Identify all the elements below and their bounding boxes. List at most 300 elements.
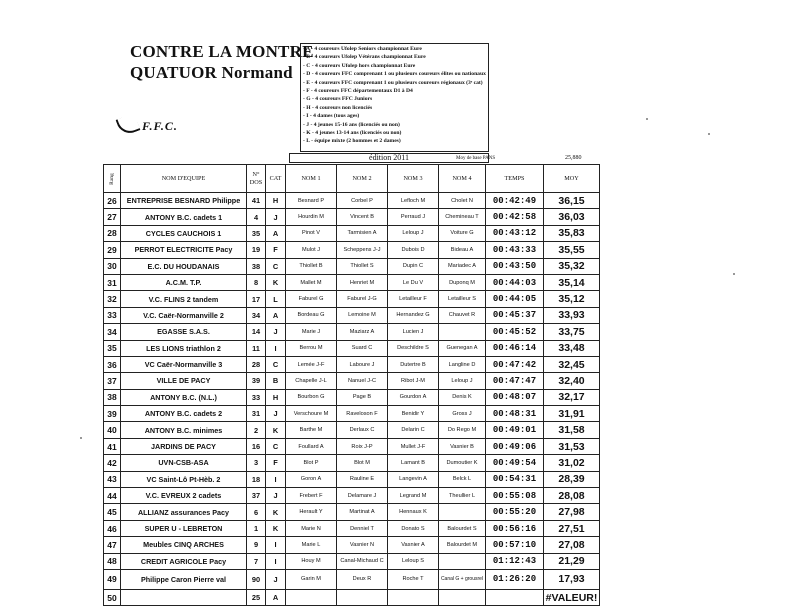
rider-2-cell: Raveloson F (337, 406, 388, 422)
rank-cell: 30 (104, 258, 121, 274)
logo-text: F.F.C. (142, 119, 178, 133)
legend-line: - H - 4 coureurs non licenciés (303, 104, 373, 111)
category-cell: L (266, 291, 286, 307)
time-cell: 00:49:01 (486, 422, 544, 438)
rider-2-cell: Deux R (337, 569, 388, 589)
rider-3-cell: Perraud J (388, 209, 439, 225)
edition-label: édition 2011 (289, 153, 489, 163)
rider-2-cell: Nanuel J-C (337, 373, 388, 389)
rider-3-cell: Gourdon A (388, 389, 439, 405)
table-row (104, 225, 600, 241)
average-speed-cell: 28,39 (544, 471, 600, 487)
base-speed-note: Moy de base PANS (456, 156, 496, 161)
category-cell: J (266, 488, 286, 504)
rider-3-cell: Hennaux K (388, 504, 439, 520)
bib-number-cell: 34 (247, 307, 266, 323)
category-cell: F (266, 242, 286, 258)
table-row (104, 356, 600, 372)
rider-4-cell: Chauvet R (439, 307, 486, 323)
time-cell: 00:47:42 (486, 356, 544, 372)
average-speed-cell: 35,12 (544, 291, 600, 307)
legend-line: - I - 4 dames (tous ages) (303, 113, 360, 120)
bib-number-cell: 11 (247, 340, 266, 356)
team-name-cell: V.C. FLINS 2 tandem (121, 291, 247, 307)
legend-line: - K - 4 jeunes 13-14 ans (licenciés ou non) (303, 130, 402, 137)
rank-cell: 40 (104, 422, 121, 438)
rank-cell: 32 (104, 291, 121, 307)
title-line-1: CONTRE LA MONTRE (130, 42, 314, 61)
rider-4-cell (439, 589, 486, 605)
rider-1-cell: Thiollet B (286, 258, 337, 274)
bib-number-cell: 14 (247, 324, 266, 340)
rider-1-cell: Verschoure M (286, 406, 337, 422)
category-cell: J (266, 406, 286, 422)
table-row (104, 193, 600, 209)
rider-4-cell: Leloup J (439, 373, 486, 389)
rank-cell: 34 (104, 324, 121, 340)
category-cell: F (266, 455, 286, 471)
bib-number-cell: 25 (247, 589, 266, 605)
rank-cell: 44 (104, 488, 121, 504)
rider-2-cell: Corbel P (337, 193, 388, 209)
rider-3-cell: Leloup S (388, 553, 439, 569)
team-name-cell (121, 589, 247, 605)
average-speed-cell: 31,58 (544, 422, 600, 438)
bib-number-cell: 9 (247, 537, 266, 553)
bib-number-cell: 41 (247, 193, 266, 209)
rank-cell: 45 (104, 504, 121, 520)
average-speed-cell: 31,91 (544, 406, 600, 422)
rank-cell: 35 (104, 340, 121, 356)
time-cell: 01:26:20 (486, 569, 544, 589)
rider-2-cell: Page B (337, 389, 388, 405)
results-table (103, 164, 600, 606)
team-name-cell: VC Saint-Lô Pt-Hèb. 2 (121, 471, 247, 487)
legend-line: - J - 4 jeunes 15-16 ans (licenciés ou non) (303, 121, 400, 128)
table-row (104, 589, 600, 605)
rider-1-cell: Marie J (286, 324, 337, 340)
table-header-row (104, 165, 600, 193)
bib-number-cell: 1 (247, 520, 266, 536)
average-speed-cell: 33,48 (544, 340, 600, 356)
rider-3-cell: Delarin C (388, 422, 439, 438)
rider-3-cell: Deschildre S (388, 340, 439, 356)
team-name-cell: SUPER U - LEBRETON (121, 520, 247, 536)
rider-3-cell: Benidir Y (388, 406, 439, 422)
average-speed-cell: 32,40 (544, 373, 600, 389)
header-nom2: NOM 2 (337, 165, 388, 193)
rider-3-cell: Legrand M (388, 488, 439, 504)
rider-4-cell (439, 504, 486, 520)
time-cell: 00:43:50 (486, 258, 544, 274)
header-rang: Rang (104, 165, 121, 193)
team-name-cell: ANTONY B.C. cadets 2 (121, 406, 247, 422)
rider-2-cell: Lemoine M (337, 307, 388, 323)
team-name-cell: E.C. DU HOUDANAIS (121, 258, 247, 274)
bib-number-cell: 28 (247, 356, 266, 372)
legend-line: - C - 4 coureurs Ufolep hors championnat Eure (303, 62, 416, 69)
rank-cell: 43 (104, 471, 121, 487)
category-cell: C (266, 356, 286, 372)
average-speed-cell: 28,08 (544, 488, 600, 504)
legend-line: - B - 4 coureurs Ufolep Vétérans championnat Eure (303, 54, 426, 61)
swoosh-icon (116, 113, 141, 137)
time-cell: 00:47:47 (486, 373, 544, 389)
rider-3-cell: Dutertre B (388, 356, 439, 372)
rider-2-cell: Rauline E (337, 471, 388, 487)
average-speed-cell: 35,83 (544, 225, 600, 241)
category-cell: J (266, 569, 286, 589)
rider-3-cell: Langevin A (388, 471, 439, 487)
header-temps: TEMPS (486, 165, 544, 193)
rider-3-cell: Lamant B (388, 455, 439, 471)
time-cell: 00:44:05 (486, 291, 544, 307)
rider-2-cell: Blot M (337, 455, 388, 471)
bib-number-cell: 8 (247, 274, 266, 290)
rider-4-cell: Letailleur S (439, 291, 486, 307)
rider-4-cell: Gross J (439, 406, 486, 422)
legend-line: - A - 4 coureurs Ufolep Seniors championnat Eure (303, 46, 422, 52)
time-cell: 00:55:20 (486, 504, 544, 520)
time-cell: 00:49:06 (486, 438, 544, 454)
table-row (104, 488, 600, 504)
rider-2-cell: Maziarz A (337, 324, 388, 340)
time-cell: 00:48:31 (486, 406, 544, 422)
category-cell: J (266, 324, 286, 340)
rider-1-cell: Houy M (286, 553, 337, 569)
rider-4-cell: Dumoutier K (439, 455, 486, 471)
rider-1-cell: Marie L (286, 537, 337, 553)
header-nom1: NOM 1 (286, 165, 337, 193)
team-name-cell: ENTREPRISE BESNARD Philippe (121, 193, 247, 209)
rider-2-cell: Scheppens J-J (337, 242, 388, 258)
bib-number-cell: 6 (247, 504, 266, 520)
rider-4-cell: Theullier L (439, 488, 486, 504)
table-row (104, 569, 600, 589)
page-title (130, 41, 314, 83)
rank-cell: 42 (104, 455, 121, 471)
average-speed-cell: 27,98 (544, 504, 600, 520)
time-cell: 00:42:49 (486, 193, 544, 209)
rider-1-cell: Hourdin M (286, 209, 337, 225)
rider-1-cell: Bourbon G (286, 389, 337, 405)
category-cell: K (266, 504, 286, 520)
rider-1-cell: Goron A (286, 471, 337, 487)
bib-number-cell: 19 (247, 242, 266, 258)
category-cell: H (266, 193, 286, 209)
time-cell: 00:49:54 (486, 455, 544, 471)
rider-4-cell: Do Rego M (439, 422, 486, 438)
team-name-cell: CREDIT AGRICOLE Pacy (121, 553, 247, 569)
header-dos: N° DOS (247, 165, 266, 193)
team-name-cell: ANTONY B.C. cadets 1 (121, 209, 247, 225)
table-row (104, 340, 600, 356)
rider-3-cell: Lefloch M (388, 193, 439, 209)
team-name-cell: VILLE DE PACY (121, 373, 247, 389)
rider-1-cell: Lemée J-F (286, 356, 337, 372)
rider-1-cell: Berrou M (286, 340, 337, 356)
time-cell: 00:46:14 (486, 340, 544, 356)
category-cell: J (266, 209, 286, 225)
average-speed-cell: 27,51 (544, 520, 600, 536)
rank-cell: 46 (104, 520, 121, 536)
rider-1-cell (286, 589, 337, 605)
base-speed-value: 25,880 (565, 155, 582, 161)
rider-1-cell: Marie N (286, 520, 337, 536)
rider-2-cell: Tarmisien A (337, 225, 388, 241)
average-speed-cell: 31,53 (544, 438, 600, 454)
rider-4-cell: Balourdet S (439, 520, 486, 536)
header-moy: MOY (544, 165, 600, 193)
category-cell: I (266, 537, 286, 553)
time-cell: 00:54:31 (486, 471, 544, 487)
rider-4-cell: Canal G + grousrel (439, 569, 486, 589)
time-cell: 00:56:16 (486, 520, 544, 536)
rider-3-cell: Le Du V (388, 274, 439, 290)
rank-cell: 38 (104, 389, 121, 405)
average-speed-cell: 31,02 (544, 455, 600, 471)
legend-line: - F - 4 coureurs FFC départementaux D1 à D4 (303, 88, 413, 95)
average-speed-cell: 35,32 (544, 258, 600, 274)
rider-4-cell: Denis K (439, 389, 486, 405)
table-row (104, 373, 600, 389)
time-cell: 00:44:03 (486, 274, 544, 290)
rider-4-cell: Chemineau T (439, 209, 486, 225)
rider-2-cell: Denniel T (337, 520, 388, 536)
header-team: NOM D'EQUIPE (121, 165, 247, 193)
average-speed-cell: 35,14 (544, 274, 600, 290)
rider-1-cell: Frebert F (286, 488, 337, 504)
rider-3-cell: Letailleur F (388, 291, 439, 307)
bib-number-cell: 39 (247, 373, 266, 389)
table-row (104, 553, 600, 569)
legend-line: - L - équipe mixte (2 hommes et 2 dames) (303, 138, 401, 145)
bib-number-cell: 3 (247, 455, 266, 471)
average-speed-cell: 33,93 (544, 307, 600, 323)
time-cell: 00:48:07 (486, 389, 544, 405)
rider-2-cell: Roix J-P (337, 438, 388, 454)
team-name-cell: V.C. Caër-Normanville 2 (121, 307, 247, 323)
header-nom4: NOM 4 (439, 165, 486, 193)
rider-4-cell: Cholet N (439, 193, 486, 209)
table-row (104, 504, 600, 520)
rider-3-cell: Ribot J-M (388, 373, 439, 389)
bib-number-cell: 18 (247, 471, 266, 487)
category-cell: K (266, 274, 286, 290)
rank-cell: 50 (104, 589, 121, 605)
rider-2-cell: Suard C (337, 340, 388, 356)
time-cell: 00:57:10 (486, 537, 544, 553)
rank-cell: 33 (104, 307, 121, 323)
bib-number-cell: 7 (247, 553, 266, 569)
category-cell: K (266, 422, 286, 438)
bib-number-cell: 31 (247, 406, 266, 422)
legend-line: - G - 4 coureurs FFC Juniors (303, 96, 373, 103)
bib-number-cell: 16 (247, 438, 266, 454)
legend-line: - D - 4 coureurs FFC comprenant 1 ou plusieurs coureurs élites ou nationaux (303, 71, 486, 78)
category-cell: A (266, 225, 286, 241)
rider-1-cell: Blot P (286, 455, 337, 471)
rider-1-cell: Garin M (286, 569, 337, 589)
rider-3-cell: Leloup J (388, 225, 439, 241)
bib-number-cell: 4 (247, 209, 266, 225)
table-row (104, 389, 600, 405)
table-row (104, 307, 600, 323)
category-cell: I (266, 553, 286, 569)
category-legend (300, 43, 489, 152)
time-cell: 00:45:37 (486, 307, 544, 323)
team-name-cell: A.C.M. T.P. (121, 274, 247, 290)
average-speed-cell: 21,29 (544, 553, 600, 569)
scan-speck (708, 133, 710, 135)
scan-speck (733, 273, 735, 275)
rank-cell: 36 (104, 356, 121, 372)
team-name-cell: PERROT ELECTRICITE Pacy (121, 242, 247, 258)
bib-number-cell: 37 (247, 488, 266, 504)
bib-number-cell: 90 (247, 569, 266, 589)
team-name-cell: EGASSE S.A.S. (121, 324, 247, 340)
rider-4-cell: Guenegan A (439, 340, 486, 356)
rider-1-cell: Barthe M (286, 422, 337, 438)
team-name-cell: Meubles CINQ ARCHES (121, 537, 247, 553)
category-cell: C (266, 438, 286, 454)
rank-cell: 29 (104, 242, 121, 258)
team-name-cell: Philippe Caron Pierre val (121, 569, 247, 589)
rider-2-cell: Vincent B (337, 209, 388, 225)
rider-2-cell: Thiollet S (337, 258, 388, 274)
rider-2-cell: Henriet M (337, 274, 388, 290)
rank-cell: 48 (104, 553, 121, 569)
table-row (104, 455, 600, 471)
rider-4-cell: Duponq M (439, 274, 486, 290)
team-name-cell: VC Caër-Normanville 3 (121, 356, 247, 372)
team-name-cell: V.C. EVREUX 2 cadets (121, 488, 247, 504)
table-row (104, 274, 600, 290)
ffc-logo (118, 116, 178, 134)
scan-speck (646, 118, 648, 120)
rider-3-cell (388, 589, 439, 605)
rider-4-cell (439, 324, 486, 340)
time-cell: 00:43:33 (486, 242, 544, 258)
rider-1-cell: Herault Y (286, 504, 337, 520)
rider-3-cell: Roche T (388, 569, 439, 589)
rider-2-cell: Delamare J (337, 488, 388, 504)
category-cell: A (266, 307, 286, 323)
rider-3-cell: Donato S (388, 520, 439, 536)
rider-2-cell: Derlaux C (337, 422, 388, 438)
rank-cell: 31 (104, 274, 121, 290)
average-speed-cell: 17,93 (544, 569, 600, 589)
table-row (104, 406, 600, 422)
rider-4-cell: Balourdet M (439, 537, 486, 553)
title-line-2: QUATUOR Normand (130, 63, 293, 82)
average-speed-cell: 36,15 (544, 193, 600, 209)
bib-number-cell: 38 (247, 258, 266, 274)
rider-1-cell: Foullard A (286, 438, 337, 454)
bib-number-cell: 2 (247, 422, 266, 438)
time-cell: 00:55:08 (486, 488, 544, 504)
average-speed-cell: 35,55 (544, 242, 600, 258)
category-cell: A (266, 589, 286, 605)
rider-2-cell (337, 589, 388, 605)
average-speed-cell: 27,08 (544, 537, 600, 553)
rider-1-cell: Bordeau G (286, 307, 337, 323)
rank-cell: 47 (104, 537, 121, 553)
rider-2-cell: Vasnier N (337, 537, 388, 553)
team-name-cell: ANTONY B.C. (N.L.) (121, 389, 247, 405)
rider-1-cell: Pinot V (286, 225, 337, 241)
table-row (104, 438, 600, 454)
bib-number-cell: 35 (247, 225, 266, 241)
bib-number-cell: 33 (247, 389, 266, 405)
rider-4-cell: Langline D (439, 356, 486, 372)
rider-1-cell: Mulot J (286, 242, 337, 258)
rank-cell: 49 (104, 569, 121, 589)
rider-2-cell: Martinat A (337, 504, 388, 520)
rider-4-cell: Vasnier B (439, 438, 486, 454)
rider-4-cell: Voiture G (439, 225, 486, 241)
rider-3-cell: Mullet J-F (388, 438, 439, 454)
rider-3-cell: Dupin C (388, 258, 439, 274)
time-cell (486, 589, 544, 605)
rider-4-cell: Mariadec A (439, 258, 486, 274)
rider-1-cell: Faburel G (286, 291, 337, 307)
rider-4-cell: Belck L (439, 471, 486, 487)
category-cell: I (266, 340, 286, 356)
table-row (104, 422, 600, 438)
category-cell: K (266, 520, 286, 536)
time-cell: 00:45:52 (486, 324, 544, 340)
table-row (104, 209, 600, 225)
average-speed-cell: #VALEUR! (544, 589, 600, 605)
rider-2-cell: Faburel J-G (337, 291, 388, 307)
category-cell: C (266, 258, 286, 274)
header-nom3: NOM 3 (388, 165, 439, 193)
team-name-cell: UVN-CSB-ASA (121, 455, 247, 471)
average-speed-cell: 36,03 (544, 209, 600, 225)
table-row (104, 258, 600, 274)
header-cat: CAT (266, 165, 286, 193)
rider-4-cell (439, 553, 486, 569)
rank-cell: 39 (104, 406, 121, 422)
scan-speck (80, 437, 82, 439)
time-cell: 01:12:43 (486, 553, 544, 569)
category-cell: B (266, 373, 286, 389)
table-row (104, 537, 600, 553)
table-row (104, 471, 600, 487)
rider-2-cell: Canal-Michaud C (337, 553, 388, 569)
rank-cell: 41 (104, 438, 121, 454)
rider-1-cell: Mallet M (286, 274, 337, 290)
table-row (104, 324, 600, 340)
bib-number-cell: 17 (247, 291, 266, 307)
team-name-cell: LES LIONS triathlon 2 (121, 340, 247, 356)
rider-2-cell: Laboure J (337, 356, 388, 372)
team-name-cell: ANTONY B.C. minimes (121, 422, 247, 438)
rider-1-cell: Besnard P (286, 193, 337, 209)
rider-4-cell: Bideau A (439, 242, 486, 258)
table-row (104, 242, 600, 258)
rank-cell: 27 (104, 209, 121, 225)
rider-3-cell: Vasnier A (388, 537, 439, 553)
team-name-cell: CYCLES CAUCHOIS 1 (121, 225, 247, 241)
rank-cell: 26 (104, 193, 121, 209)
average-speed-cell: 32,45 (544, 356, 600, 372)
team-name-cell: ALLIANZ assurances Pacy (121, 504, 247, 520)
table-row (104, 291, 600, 307)
rank-cell: 37 (104, 373, 121, 389)
rider-3-cell: Lucien J (388, 324, 439, 340)
